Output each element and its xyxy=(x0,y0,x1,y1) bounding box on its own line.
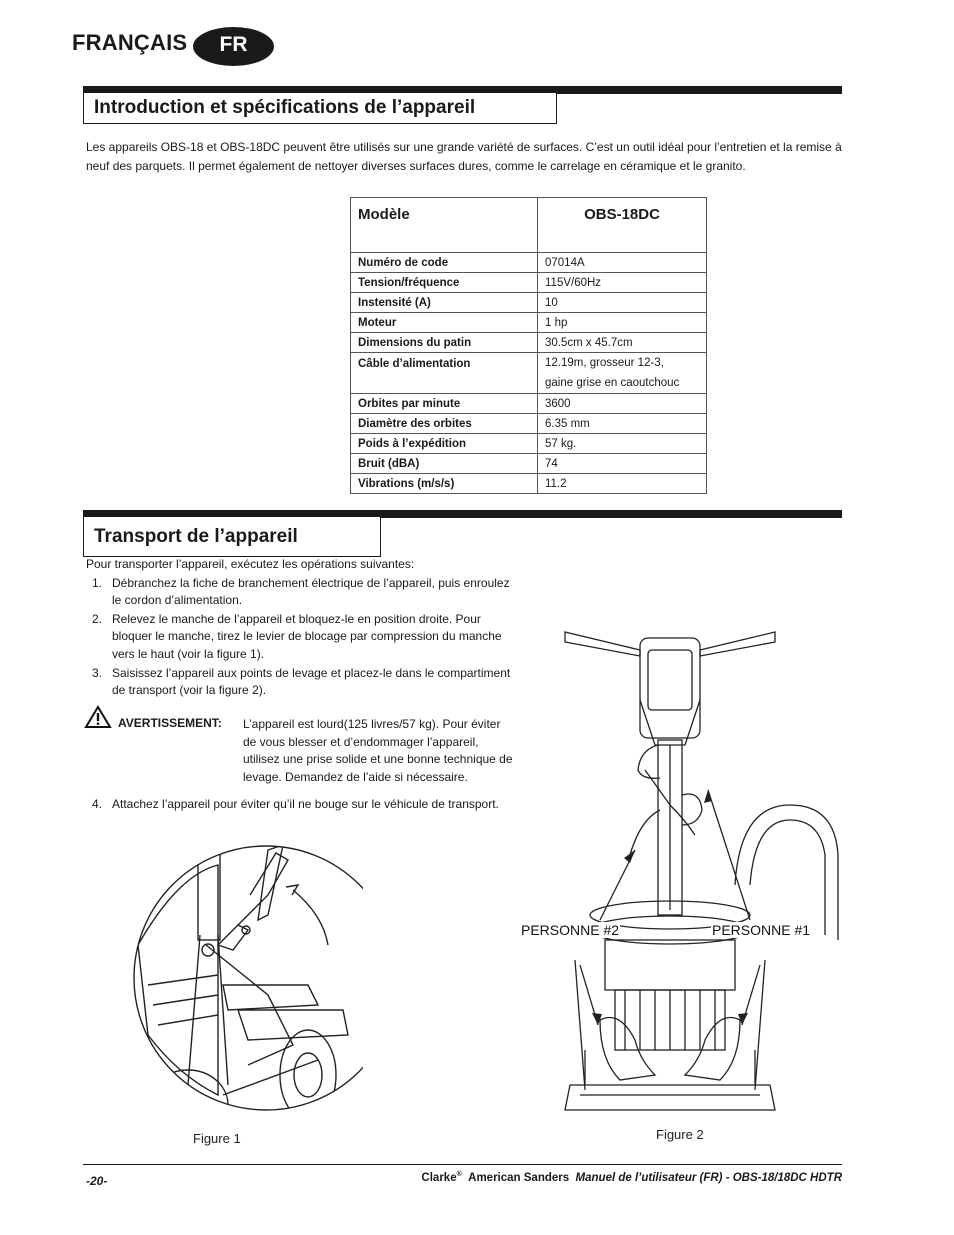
warning-label: AVERTISSEMENT: xyxy=(118,716,222,730)
list-item xyxy=(86,575,516,610)
transport-step-4 xyxy=(86,795,526,814)
step-text: Attachez l’appareil pour éviter qu’il ne bouge sur le véhicule de transport. xyxy=(112,797,499,811)
spec-label: Diamètre des orbites xyxy=(351,414,538,434)
step-text: Relevez le manche de l’appareil et bloquez-le en position droite. Pour bloquer le manche, tirez le levier de blocage par compression du manche vers le haut (voir la figure 1). xyxy=(112,611,502,661)
table-row xyxy=(351,293,707,313)
spec-label: Dimensions du patin xyxy=(351,333,538,353)
footer-rule xyxy=(83,1164,842,1165)
section-title-transport: Transport de l’appareil xyxy=(83,517,381,557)
table-row xyxy=(351,253,707,273)
spec-label: Câble d’alimentation xyxy=(351,353,538,394)
table-row xyxy=(351,434,707,454)
intro-paragraph: Les appareils OBS-18 et OBS-18DC peuvent être utilisés sur une grande variété de surfaces. C’est un outil idéal pour l’entretien et la remise à neuf des parquets. Il permet également de nettoyer diverses surfaces dures, comme le carrelage en céramique et le granito. xyxy=(86,140,842,173)
warning-text: L’appareil est lourd(125 livres/57 kg). Pour éviter de vous blesser et d’endommager l’appareil, utilisez une prise solide et une bonne technique de levage. Demandez de l’aide si nécessaire. xyxy=(243,717,513,784)
step-number: 3. xyxy=(92,665,103,680)
spec-label: Vibrations (m/s/s) xyxy=(351,474,538,494)
spec-header-value: OBS-18DC xyxy=(538,198,707,253)
table-row xyxy=(351,353,707,394)
spec-label: Moteur xyxy=(351,313,538,333)
steps-intro: Pour transporter l’appareil, exécutez les opérations suivantes: xyxy=(86,557,415,571)
table-row xyxy=(351,474,707,494)
spec-header-model: Modèle xyxy=(351,198,538,253)
spec-label: Poids à l’expédition xyxy=(351,434,538,454)
figure1-caption: Figure 1 xyxy=(193,1131,241,1146)
list-item xyxy=(86,796,526,814)
spec-table xyxy=(350,197,707,494)
spec-value: 6.35 mm xyxy=(538,414,707,434)
step-text: Débranchez la fiche de branchement électrique de l’appareil, puis enroulez le cordon d’alimentation. xyxy=(112,575,510,608)
spec-value: 74 xyxy=(538,454,707,474)
table-row xyxy=(351,454,707,474)
section-title-intro: Introduction et spécifications de l’appareil xyxy=(83,93,557,124)
list-item xyxy=(86,665,516,700)
spec-value: 30.5cm x 45.7cm xyxy=(538,333,707,353)
table-row xyxy=(351,313,707,333)
spec-value: 115V/60Hz xyxy=(538,273,707,293)
figure2-illustration xyxy=(520,620,840,1125)
list-item xyxy=(86,611,516,664)
spec-label: Orbites par minute xyxy=(351,394,538,414)
spec-header-row xyxy=(351,198,707,253)
figure2-caption: Figure 2 xyxy=(656,1127,704,1142)
spec-label: Instensité (A) xyxy=(351,293,538,313)
step-number: 4. xyxy=(92,797,103,811)
footer-manual: Manuel de l’utilisateur (FR) - OBS-18/18DC HDTR xyxy=(575,1171,842,1184)
figure1-illustration xyxy=(118,835,363,1130)
footer-brand: Clarke xyxy=(421,1171,457,1184)
table-row xyxy=(351,273,707,293)
table-row xyxy=(351,414,707,434)
spec-value-line2: gaine grise en caoutchouc xyxy=(545,377,680,389)
spec-value: 11.2 xyxy=(538,474,707,494)
footer-company: American Sanders xyxy=(468,1171,570,1184)
step-number: 1. xyxy=(92,575,103,590)
spec-value: 1 hp xyxy=(538,313,707,333)
transport-steps xyxy=(86,556,516,700)
warning-icon xyxy=(84,705,112,729)
spec-value: 07014A xyxy=(538,253,707,273)
person2-label: PERSONNE #2 xyxy=(521,922,620,938)
spec-value xyxy=(538,353,707,394)
step-text: Saisissez l’appareil aux points de levage et placez-le dans le compartiment de transport (voir la figure 2). xyxy=(112,665,511,698)
person1-label: PERSONNE #1 xyxy=(712,922,811,938)
spec-label: Numéro de code xyxy=(351,253,538,273)
registered-mark: ® xyxy=(456,1171,462,1178)
language-badge: FR xyxy=(193,27,274,66)
table-row xyxy=(351,333,707,353)
step-number: 2. xyxy=(92,611,103,626)
spec-value: 10 xyxy=(538,293,707,313)
footer-manual-title xyxy=(421,1171,842,1184)
table-row xyxy=(351,394,707,414)
spec-value-line1: 12.19m, grosseur 12-3, xyxy=(545,357,664,369)
page-number: -20- xyxy=(86,1174,108,1188)
language-label: FRANÇAIS xyxy=(72,30,188,55)
spec-label: Tension/fréquence xyxy=(351,273,538,293)
spec-value: 57 kg. xyxy=(538,434,707,454)
spec-value: 3600 xyxy=(538,394,707,414)
spec-label: Bruit (dBA) xyxy=(351,454,538,474)
